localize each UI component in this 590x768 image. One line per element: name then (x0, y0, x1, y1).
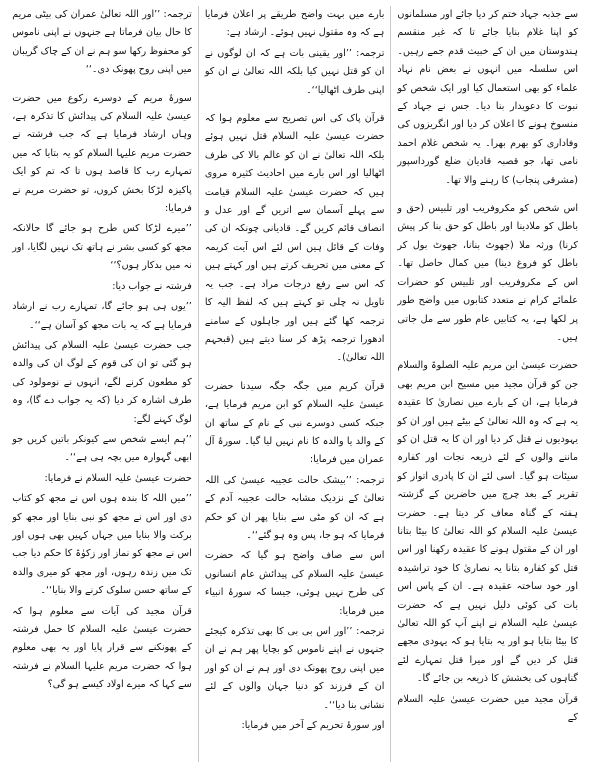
text-column-left (6, 6, 199, 762)
paragraph: جب حضرت عیسیٰ علیہ السلام کی پیدائش ہو گئی تو ان کی قوم کے لوگ ان کی والدہ کو مطعون کرنے لگے، انہوں نے نومولود کی طرف اشارہ کر دیا (کہ یہ جواب دے گا)، وہ لوگ کہنے لگے: (12, 339, 192, 425)
paragraph: اور سورۂ تحریم کے آخر میں فرمایا: (241, 720, 385, 732)
paragraph: حضرت عیسیٰ ابن مریم علیہ الصلوۃ والسلام جن کو قرآن مجید میں مسیح ابن مریم بھی فرمایا ہے، ان کے بارے میں نصاریٰ کا عقیدہ یہ ہے کہ وہ اللہ تعالیٰ کے بیٹے ہیں اور ان کو یہودیوں نے قتل کر دیا اور ان کا یہ قتل ان کو ماننے والوں کے لئے ذریعہ نجات اور کفارہ سیئات ہو گیا۔ اسی لئے ان کا پادری اتوار کو تقریر کے بعد چرچ میں حاضرین کے گزشتہ ہفتہ کے گناہ معاف کر دیتا ہے۔ حضرت عیسیٰ علیہ السلام کو اللہ تعالیٰ کا بیٹا بتانا اور ان کے مقتول ہونے کا عقیدہ رکھنا اور اس قتل کو کفارہ بتانا یہ نصاریٰ کا خود تراشیدہ اور خود ساختہ عقیدہ ہے۔ ان کے پاس اس بات کی کوئی دلیل نہیں ہے کہ حضرت عیسیٰ علیہ السلام نے اپنے آپ کو اللہ تعالیٰ کا بیٹا بتایا ہو اور یہ بتایا ہو کہ یہودی مجھے قتل کر دیں گے اور میرا قتل تمہارے لئے گناہوں کی بخشش کا ذریعہ بن جائے گا۔ (397, 360, 578, 685)
quote-translation: ’’یوں ہی ہو جائے گا، تمہارے رب نے ارشاد فرمایا ہے کہ یہ بات مجھ کو آسان ہے‘‘۔ (12, 301, 192, 331)
paragraph: اس شخص کو مکروفریب اور تلبیس (حق و باطل کو ملادینا اور باطل کو حق بنا کر پیش کرنا) ورثہ ملا (جھوٹ بنانا، جھوٹ بول کر باطل کو فروغ دینا) میں کمال حاصل تھا۔ اس کے مکروفریب اور تلبیس کو حضرات علمائے کرام نے متعدد کتابوں میں واضح طور پر لکھا ہے، یہ کتابیں عام طور سے مل جاتی ہیں۔ (397, 203, 578, 343)
paragraph: قرآن مجید میں حضرت عیسیٰ علیہ السلام کے (397, 693, 578, 724)
quote-translation: ترجمہ: ’’اور اللہ تعالیٰ عمران کی بیٹی مریم کا حال بیان فرماتا ہے جنہوں نے اپنی ناموس کو محفوظ رکھا سو ہم نے ان کے چاک گریبان میں اپنی روح پھونک دی۔‘‘ (12, 9, 192, 76)
quote-translation: ترجمہ: ’’بیشک حالت عجیبہ عیسیٰ کی اللہ تعالیٰ کے نزدیک مشابہ حالت عجیبہ آدم کے ہے کہ ان کو مٹی سے بنایا پھر ان کو حکم فرمایا کہ ہو جا، پس وہ ہو گئے‘‘۔ (204, 474, 385, 541)
paragraph: قرآن کریم میں جگہ جگہ سیدنا حضرت عیسیٰ علیہ السلام کو ابن مریم فرمایا ہے، جبکہ کسی دوسرے نبی کے نام کے ساتھ ان کے والد یا والدہ کا نام نہیں لیا گیا۔ سورۂ آل عمران میں فرمایا: (204, 380, 385, 466)
paragraph: حضرت عیسیٰ علیہ السلام نے فرمایا: (44, 472, 192, 484)
paragraph: قرآن مجید کی آیات سے معلوم ہوا کہ حضرت عیسیٰ علیہ السلام کا حمل فرشتہ کے پھونکنے سے قرار پایا اور یہ بھی معلوم ہوا کہ حضرت مریم علیہا السلام نے فرشتہ سے کہا کہ میرے اولاد کیسے ہو گی؟ (12, 605, 192, 691)
paragraph: بارے میں بہت واضح طریقے پر اعلان فرمایا ہے کہ وہ مقتول نہیں ہوئے۔ ارشاد ہے: (204, 9, 385, 39)
paragraph: سورۂ مریم کے دوسرے رکوع میں حضرت عیسیٰ علیہ السلام کی پیدائش کا تذکرہ ہے، وہاں ارشاد فرمایا ہے کہ جب فرشتہ نے حضرت مریم علیہا السلام کو یہ بتایا کہ میں تمہارے رب کا قاصد ہوں تا کہ تم کو ایک پاکیزہ لڑکا بخش کروں، تو حضرت مریم نے فرمایا: (12, 92, 192, 215)
text-column-right (391, 6, 584, 762)
paragraph: فرشتہ نے جواب دیا: (112, 280, 192, 292)
quote-translation: ترجمہ: ’’اور یقینی بات ہے کہ ان لوگوں نے ان کو قتل نہیں کیا بلکہ اللہ تعالیٰ نے ان کو اپنی طرف اٹھالیا‘‘۔ (204, 47, 385, 96)
paragraph: سے جذبہ جہاد ختم کر دیا جائے اور مسلمانوں کو اپنا غلام بنایا جائے تا کہ غیر منقسم ہندوستان میں ان کے خبیث قدم جمے رہیں۔ اس سلسلہ میں انہوں نے بعض نام نہاد علماء کو بھی استعمال کیا اور ایک شخص کو نبوت کا دعویدار بنا دیا۔ جس نے جہاد کے منسوخ ہونے کا اعلان کر دیا اور انگریزوں کی وفاداری کو بھرم بھرا۔ یہ شخص غلام احمد نامی تھا، جو قصبہ قادیان ضلع گورداسپور (مشرقی پنجاب) کا رہنے والا تھا۔ (397, 9, 578, 186)
paragraph: قرآن پاک کی اس تصریح سے معلوم ہوا کہ حضرت عیسیٰ علیہ السلام قتل نہیں ہوئے بلکہ اللہ تعالیٰ نے ان کو عالم بالا کی طرف اٹھالیا اور اس بارے میں احادیث کثیرہ مروی ہیں کہ حضرت عیسیٰ علیہ السلام قیامت سے پہلے آسمان سے اتریں گے اور عدل و انصاف قائم کریں گے۔ قادیانی چونکہ ان کی وفات کے قائل ہیں اس لئے اس آیت کریمہ کے معنی میں تحریف کرتے ہیں اور کہتے ہیں کہ اس سے رفع درجات مراد ہے۔ جب یہ تاویل نہ چلی تو کہتے ہیں کہ لفظ الیہ کا ترجمہ کھا گئے ہیں اور جاہلوں کے سامنے ادھورا ترجمہ پڑھ کر سنا دیتے ہیں (قبحہم اللہ تعالیٰ)۔ (204, 113, 385, 364)
quote-translation: ترجمہ: ’’اور اس بی بی کا بھی تذکرہ کیجئے جنہوں نے اپنے ناموس کو بچایا پھر ہم نے ان میں اپنی روح پھونک دی اور ہم نے ان کو اور ان کے فرزند کو دنیا جہان والوں کے لئے نشانی بنا دیا‘‘۔ (204, 626, 385, 711)
paragraph: اس سے صاف واضح ہو گیا کہ حضرت عیسیٰ علیہ السلام کی پیدائش عام انسانوں کی طرح نہیں ہوئی، جیسا کہ سورۂ انبیاء میں فرمایا: (204, 550, 385, 617)
quote-translation: ’’ہم ایسے شخص سے کیونکر باتیں کریں جو ابھی گہوارہ میں بچہ ہی ہے‘‘۔ (12, 433, 192, 464)
text-column-middle (199, 6, 392, 762)
quote-translation: ’’میرے لڑکا کس طرح ہو جائے گا حالانکہ مجھ کو کسی بشر نے ہاتھ تک نہیں لگایا، اور نہ میں بدکار ہوں؟‘‘ (12, 223, 192, 272)
quote-translation: ’’میں اللہ کا بندہ ہوں اس نے مجھ کو کتاب دی اور اس نے مجھ کو نبی بنایا اور مجھ کو برکت والا بنایا میں جہاں کہیں بھی ہوں اور اس نے مجھ کو نماز اور زکوٰۃ کا حکم دیا جب تک میں زندہ رہوں، اور مجھ کو میری والدہ کے ساتھ حسن سلوک کرنے والا بنایا‘‘۔ (12, 493, 192, 597)
